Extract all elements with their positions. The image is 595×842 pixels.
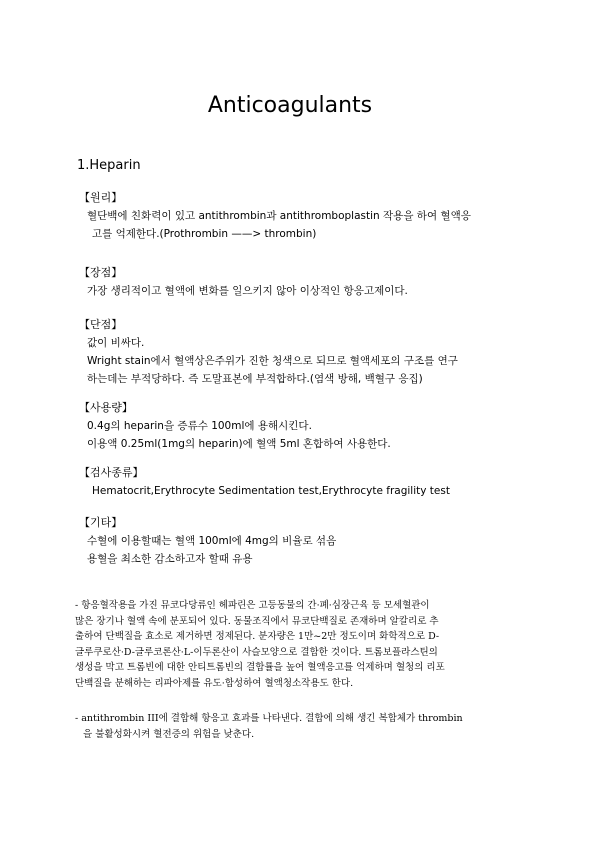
disadvantages-line: Wright stain에서 혈액상은주위가 진한 청색으로 되므로 혈액세포의 구조를 연구 <box>87 355 458 367</box>
disadvantages-line: 값이 비싸다. <box>87 337 145 349</box>
principle-label: 【원리】 <box>79 191 123 204</box>
disadvantages-label: 【단점】 <box>79 318 123 331</box>
dosage-label: 【사용량】 <box>79 401 133 414</box>
disadvantages-section <box>79 316 458 388</box>
note-line: 단백질을 분해하는 리파아제를 유도·합성하여 혈액청소작용도 한다. <box>75 677 354 689</box>
test-types-label: 【검사종류】 <box>79 466 144 479</box>
others-line: 수혈에 이용할때는 혈액 100ml에 4mg의 비율로 섞음 <box>87 535 337 547</box>
advantages-line: 가장 생리적이고 혈액에 변화를 일으키지 않아 이상적인 항응고제이다. <box>87 285 408 297</box>
others-label: 【기타】 <box>79 516 123 529</box>
dosage-line: 0.4g의 heparin을 증류수 100ml에 용해시킨다. <box>87 420 312 432</box>
principle-line: 혈단백에 친화력이 있고 antithrombin과 antithromboplastin 작용을 하여 혈액응 <box>87 210 471 222</box>
advantages-section <box>79 264 408 300</box>
antithrombin-note <box>75 711 515 742</box>
heparin-description-note <box>75 598 515 691</box>
note-line: 많은 장기나 혈액 속에 분포되어 있다. 동물조직에서 뮤코단백질로 존재하며 알칼리로 추 <box>75 615 439 627</box>
note-line: 을 불활성화시켜 혈전증의 위험을 낮춘다. <box>83 728 255 740</box>
principle-section <box>79 189 471 243</box>
section-heading: 1.Heparin <box>77 158 141 173</box>
principle-line: 고를 억제한다.(Prothrombin ——> thrombin) <box>92 228 317 240</box>
document-title: Anticoagulants <box>207 93 373 118</box>
note-line: - 항응혈작용을 가진 뮤코다당류인 헤파린은 고등동물의 간·폐·심장근육 등 모세혈관이 <box>75 600 430 611</box>
advantages-label: 【장점】 <box>79 266 123 279</box>
disadvantages-line: 하는데는 부적당하다. 즉 도말표본에 부적합하다.(염색 방해, 백혈구 응집) <box>87 373 423 385</box>
test-types-line: Hematocrit,Erythrocyte Sedimentation test,Erythrocyte fragility test <box>92 485 450 497</box>
others-section <box>79 514 336 568</box>
test-types-section <box>79 464 450 500</box>
dosage-section <box>79 399 391 453</box>
note-line: 출하여 단백질을 효소로 제거하면 정제된다. 분자량은 1만~2만 정도이며 화학적으로 D- <box>75 631 440 642</box>
others-line: 용혈을 최소한 감소하고자 할때 유용 <box>87 553 253 565</box>
note-line: - antithrombin III에 결합해 항응고 효과를 나타낸다. 결합에 의해 생긴 복합체가 thrombin <box>75 713 463 724</box>
note-line: 생성을 막고 트롬빈에 대한 안티트롬빈의 결합률을 높여 혈액응고를 억제하며 혈청의 리포 <box>75 662 445 673</box>
dosage-line: 이용액 0.25ml(1mg의 heparin)에 혈액 5ml 혼합하여 사용한다. <box>87 438 391 450</box>
note-line: 글루쿠로산·D-글루코론산·L-이두론산이 사슬모양으로 결합한 것이다. 트롬보플라스틴의 <box>75 646 438 658</box>
